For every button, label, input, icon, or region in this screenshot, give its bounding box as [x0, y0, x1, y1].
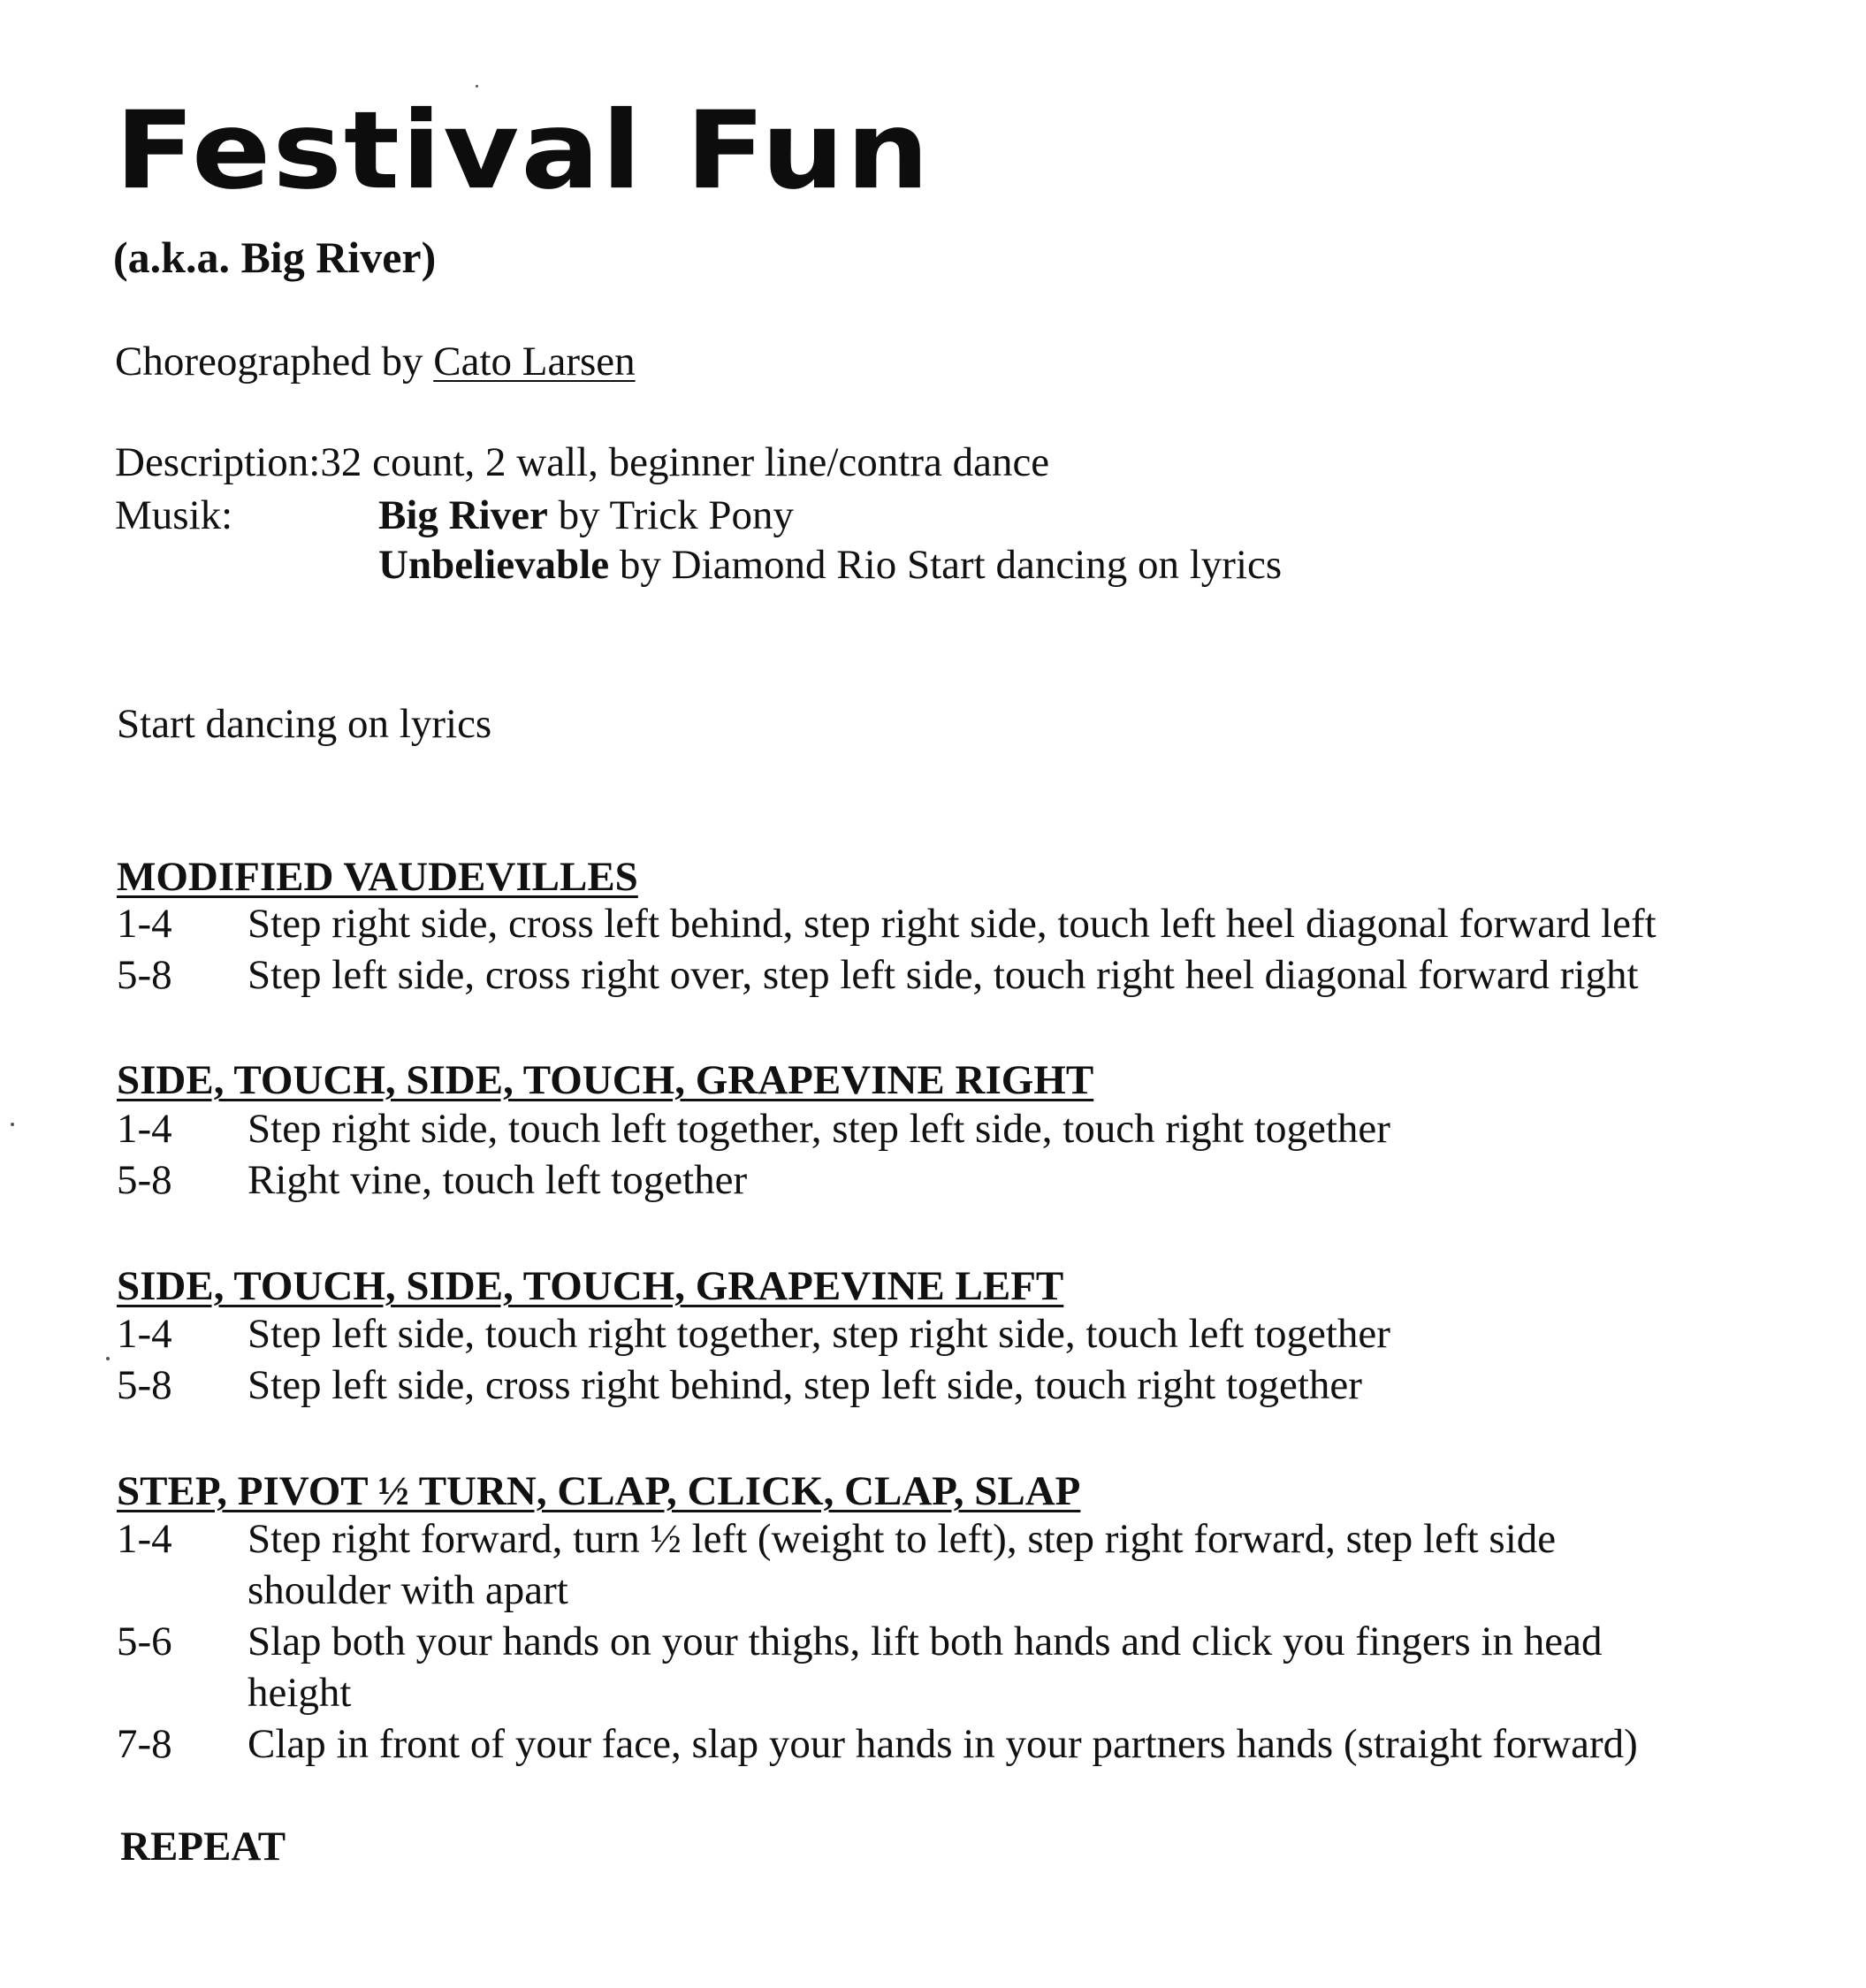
song-title: Big River [378, 492, 548, 538]
step-text: Step left side, cross right over, step left side, touch right heel diagonal forward right [248, 952, 1639, 998]
song-artist: by Diamond Rio Start dancing on lyrics [609, 542, 1283, 588]
step-count: 1-4 [117, 901, 172, 947]
music-label: Musik: [115, 492, 233, 538]
step-count: 5-8 [117, 952, 172, 998]
step-count: 1-4 [117, 1311, 172, 1357]
step-text-continued: shoulder with apart [248, 1567, 568, 1613]
section-heading: SIDE, TOUCH, SIDE, TOUCH, GRAPEVINE LEFT [117, 1263, 1064, 1309]
scan-speck [476, 85, 478, 88]
section-heading: STEP, PIVOT ½ TURN, CLAP, CLICK, CLAP, SLAP [117, 1468, 1081, 1514]
step-count: 5-8 [117, 1362, 172, 1408]
music-song-2 [378, 541, 1282, 589]
step-count: 5-8 [117, 1157, 172, 1203]
section-heading: SIDE, TOUCH, SIDE, TOUCH, GRAPEVINE RIGHT [117, 1057, 1094, 1103]
start-note: Start dancing on lyrics [117, 701, 492, 747]
repeat-label: REPEAT [120, 1824, 286, 1870]
step-text: Step left side, cross right behind, step left side, touch right together [248, 1362, 1362, 1408]
section-heading: MODIFIED VAUDEVILLES [117, 854, 638, 900]
step-count: 5-6 [117, 1619, 172, 1664]
step-text: Step right forward, turn ½ left (weight to left), step right forward, step left side [248, 1516, 1557, 1562]
dance-title: Festival Fun [115, 88, 932, 214]
music-song-1 [378, 491, 794, 539]
description-label: Description: [115, 439, 321, 485]
step-text-continued: height [248, 1670, 352, 1716]
scan-speck [106, 1357, 110, 1360]
description-line [115, 438, 1049, 486]
step-text: Right vine, touch left together [248, 1157, 748, 1203]
step-count: 1-4 [117, 1516, 172, 1562]
choreographer-prefix: Choreographed by [115, 339, 434, 385]
step-count: 1-4 [117, 1106, 172, 1152]
step-count: 7-8 [117, 1721, 172, 1767]
scan-speck [11, 1123, 14, 1126]
choreographer-name: Cato Larsen [433, 339, 636, 385]
description-text: 32 count, 2 wall, beginner line/contra dance [320, 439, 1050, 485]
step-text: Step right side, touch left together, step left side, touch right together [248, 1106, 1390, 1152]
step-text: Step left side, touch right together, step right side, touch left together [248, 1311, 1390, 1357]
song-title: Unbelievable [378, 542, 610, 588]
step-text: Clap in front of your face, slap your hands in your partners hands (straight forward) [248, 1721, 1638, 1767]
step-text: Slap both your hands on your thighs, lift both hands and click you fingers in head [248, 1619, 1603, 1664]
song-artist: by Trick Pony [547, 492, 795, 538]
step-text: Step right side, cross left behind, step right side, touch left heel diagonal forward left [248, 901, 1657, 947]
dance-subtitle: (a.k.a. Big River) [113, 232, 437, 282]
choreographer-line [115, 338, 636, 385]
